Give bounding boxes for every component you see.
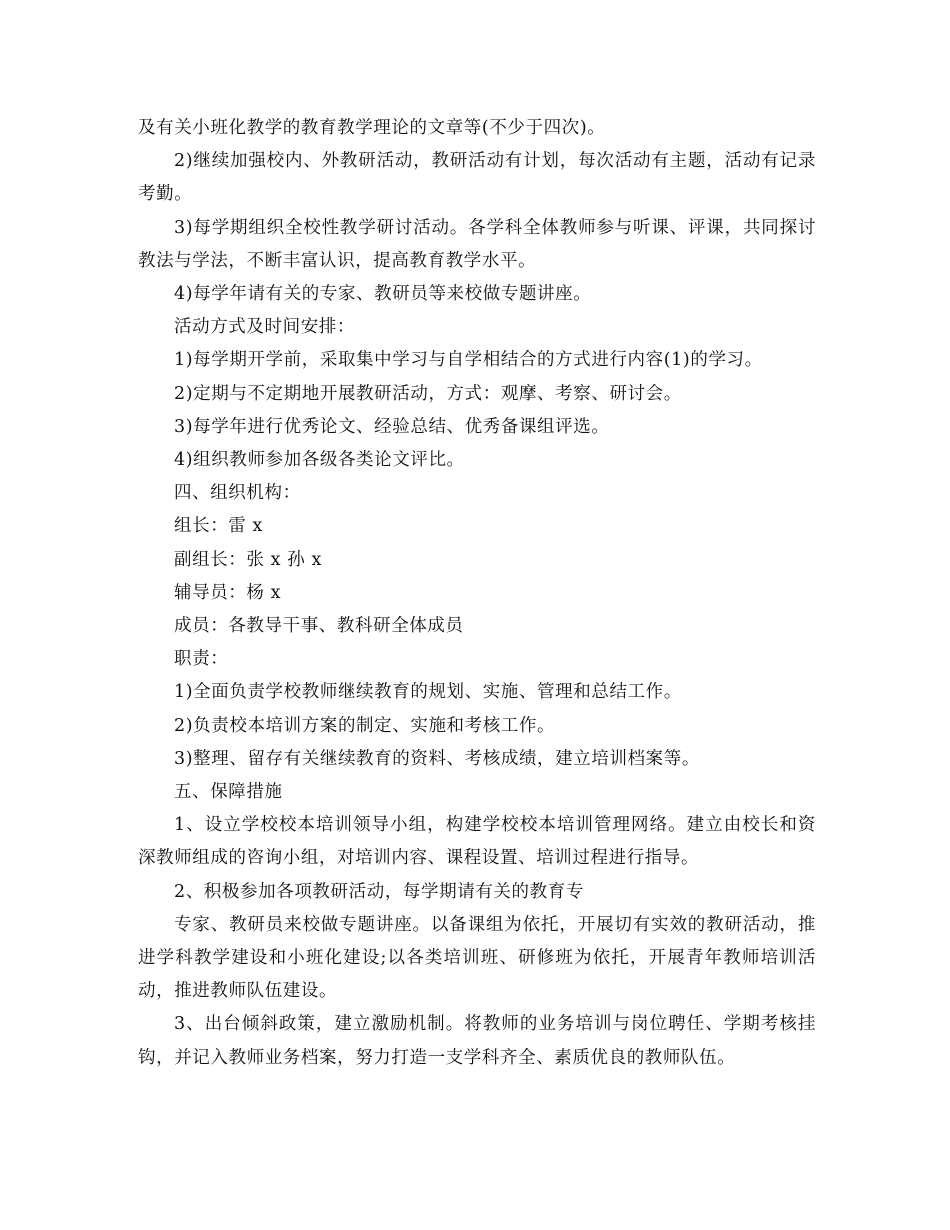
- paragraph: 4)组织教师参加各级各类论文评比。: [174, 450, 465, 471]
- paragraph: 及有关小班化教学的教育教学理论的文章等(不少于四次)。: [138, 118, 606, 138]
- paragraph: 专家、教研员来校做专题讲座。以备课组为依托，开展切有实效的教研活动，推进学科教学建设和小班化建设;以各类培训班、研修班为依托，开展青年教师培训活动，推进教师队伍建设。: [138, 914, 816, 1002]
- paragraph: 4)每学年请有关的专家、教研员等来校做专题讲座。: [174, 284, 592, 305]
- section-heading: 五、保障措施: [174, 782, 283, 803]
- paragraph: 1、设立学校校本培训领导小组，构建学校校本培训管理网络。建立由校长和资深教师组成的咨询小组，对培训内容、课程设置、培训过程进行指导。: [138, 815, 816, 869]
- paragraph: 3)每学年进行优秀论文、经验总结、优秀备课组评选。: [174, 416, 610, 437]
- section-subheading: 职责：: [174, 649, 229, 670]
- paragraph: 2)定期与不定期地开展教研活动，方式：观摩、考察、研讨会。: [174, 383, 682, 404]
- org-member: 组长：雷 x: [174, 516, 264, 537]
- paragraph: 2)继续加强校内、外教研活动，教研活动有计划，每次活动有主题，活动有记录考勤。: [138, 151, 816, 205]
- org-member: 副组长：张 x 孙 x: [174, 549, 323, 570]
- paragraph: 3)每学期组织全校性教学研讨活动。各学科全体教师参与听课、评课，共同探讨教法与学法，不断丰富认识，提高教育教学水平。: [138, 217, 816, 271]
- org-member: 成员：各教导干事、教科研全体成员: [174, 616, 464, 637]
- org-member: 辅导员：杨 x: [174, 582, 282, 603]
- section-heading: 四、组织机构：: [174, 483, 301, 504]
- document-body: [138, 112, 816, 1075]
- paragraph: 3、出台倾斜政策，建立激励机制。将教师的业务培训与岗位聘任、学期考核挂钩，并记入教师业务档案，努力打造一支学科齐全、素质优良的教师队伍。: [138, 1014, 816, 1068]
- paragraph: 2、积极参加各项教研活动，每学期请有关的教育专: [174, 881, 584, 902]
- paragraph: 2)负责校本培训方案的制定、实施和考核工作。: [174, 715, 556, 736]
- paragraph: 1)每学期开学前，采取集中学习与自学相结合的方式进行内容(1)的学习。: [174, 350, 763, 371]
- paragraph: 3)整理、留存有关继续教育的资料、考核成绩，建立培训档案等。: [174, 748, 700, 769]
- paragraph: 1)全面负责学校教师继续教育的规划、实施、管理和总结工作。: [174, 682, 682, 703]
- section-subheading: 活动方式及时间安排：: [174, 317, 355, 338]
